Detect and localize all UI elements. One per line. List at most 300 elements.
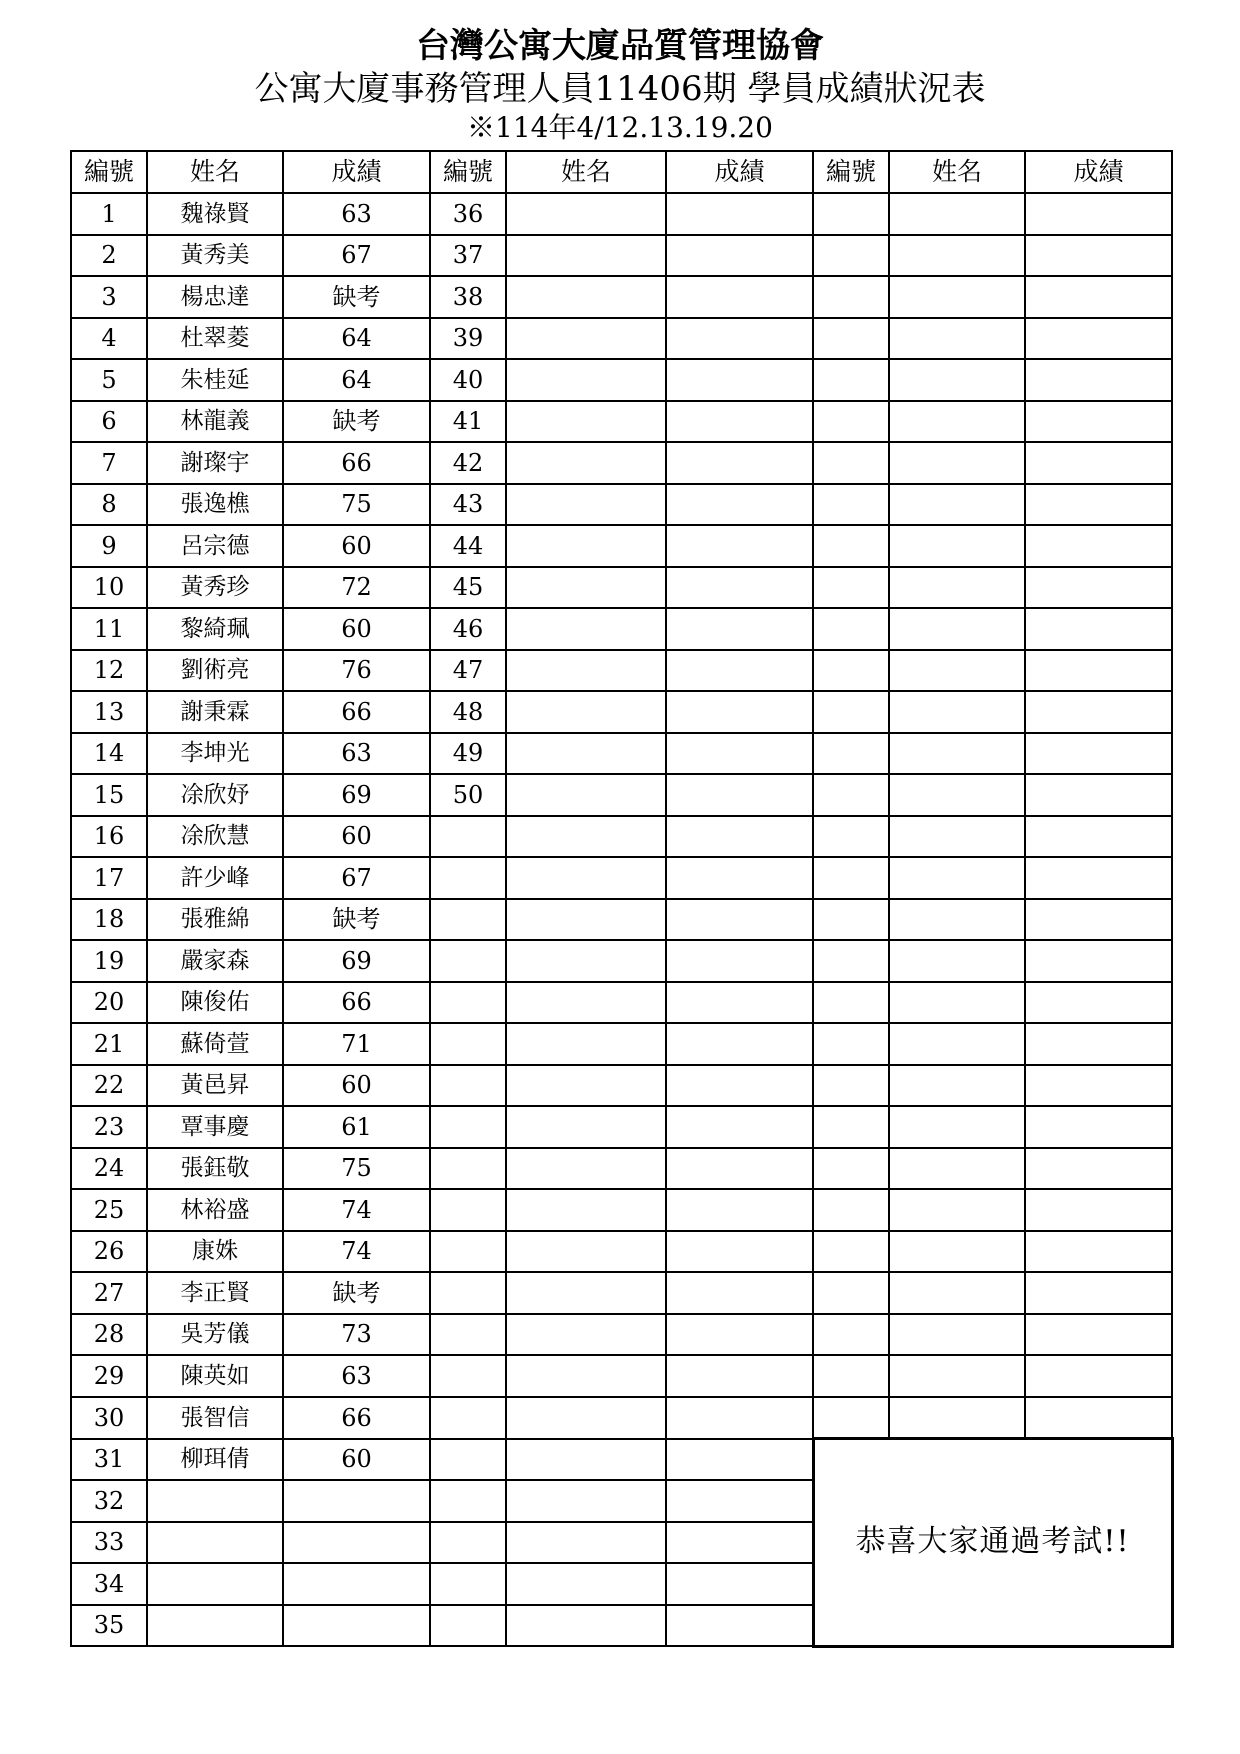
student-score: 66 xyxy=(283,982,430,1024)
student-number: 26 xyxy=(71,1231,147,1273)
exam-dates: ※114年4/12.13.19.20 xyxy=(467,111,773,144)
student-score: 67 xyxy=(283,857,430,899)
student-name: 黃秀珍 xyxy=(147,567,283,609)
table-row xyxy=(71,442,1172,484)
student-number: 32 xyxy=(71,1480,147,1522)
student-name xyxy=(889,1272,1025,1314)
student-name xyxy=(506,691,666,733)
student-name: 柳珥倩 xyxy=(147,1439,283,1481)
student-number xyxy=(430,857,506,899)
student-score: 66 xyxy=(283,1397,430,1439)
student-number xyxy=(813,1023,889,1065)
col-header-name: 姓名 xyxy=(147,151,283,193)
col-header-number: 編號 xyxy=(71,151,147,193)
student-name: 張雅綿 xyxy=(147,899,283,941)
student-score: 74 xyxy=(283,1231,430,1273)
student-number: 10 xyxy=(71,567,147,609)
table-row xyxy=(71,857,1172,899)
student-score xyxy=(1025,484,1172,526)
student-score xyxy=(666,567,813,609)
student-score: 60 xyxy=(283,816,430,858)
student-number xyxy=(813,1148,889,1190)
table-row xyxy=(71,276,1172,318)
table-row xyxy=(71,650,1172,692)
student-score xyxy=(1025,276,1172,318)
student-score xyxy=(666,899,813,941)
student-score: 缺考 xyxy=(283,401,430,443)
student-name: 張鈺敬 xyxy=(147,1148,283,1190)
student-name: 黃秀美 xyxy=(147,235,283,277)
student-name xyxy=(889,401,1025,443)
table-row xyxy=(71,1148,1172,1190)
student-name xyxy=(889,276,1025,318)
student-number xyxy=(813,899,889,941)
student-number xyxy=(813,816,889,858)
student-number xyxy=(430,1272,506,1314)
table-row xyxy=(71,774,1172,816)
table-row xyxy=(71,1439,1172,1481)
student-name xyxy=(506,1397,666,1439)
student-name xyxy=(506,608,666,650)
student-name: 張逸樵 xyxy=(147,484,283,526)
student-score xyxy=(666,816,813,858)
student-number xyxy=(430,1480,506,1522)
student-number xyxy=(813,484,889,526)
student-score: 60 xyxy=(283,608,430,650)
student-number: 25 xyxy=(71,1189,147,1231)
student-number xyxy=(430,1397,506,1439)
student-name xyxy=(889,774,1025,816)
student-number: 34 xyxy=(71,1563,147,1605)
student-name xyxy=(506,1563,666,1605)
student-number: 31 xyxy=(71,1439,147,1481)
student-number xyxy=(813,774,889,816)
student-number xyxy=(813,650,889,692)
student-score xyxy=(283,1605,430,1647)
student-score xyxy=(1025,193,1172,235)
student-score xyxy=(1025,359,1172,401)
table-row xyxy=(71,235,1172,277)
student-number: 7 xyxy=(71,442,147,484)
student-name: 凃欣妤 xyxy=(147,774,283,816)
student-score xyxy=(1025,1355,1172,1397)
student-score: 76 xyxy=(283,650,430,692)
student-name: 杜翠菱 xyxy=(147,318,283,360)
student-score: 69 xyxy=(283,940,430,982)
student-number: 28 xyxy=(71,1314,147,1356)
student-number: 9 xyxy=(71,525,147,567)
student-score xyxy=(666,1189,813,1231)
student-score xyxy=(666,359,813,401)
student-number xyxy=(813,691,889,733)
student-score xyxy=(1025,691,1172,733)
student-score xyxy=(666,318,813,360)
student-name xyxy=(889,1314,1025,1356)
student-name xyxy=(147,1605,283,1647)
student-score xyxy=(1025,899,1172,941)
student-number xyxy=(430,1023,506,1065)
student-score xyxy=(1025,816,1172,858)
student-score: 64 xyxy=(283,359,430,401)
student-number: 19 xyxy=(71,940,147,982)
student-score xyxy=(1025,442,1172,484)
student-score xyxy=(1025,1106,1172,1148)
student-name xyxy=(506,1439,666,1481)
table-row xyxy=(71,982,1172,1024)
student-score xyxy=(666,1148,813,1190)
table-row xyxy=(71,1397,1172,1439)
student-number: 29 xyxy=(71,1355,147,1397)
student-number xyxy=(813,193,889,235)
student-number: 41 xyxy=(430,401,506,443)
student-number xyxy=(430,1189,506,1231)
student-score xyxy=(666,276,813,318)
student-score xyxy=(666,650,813,692)
student-name xyxy=(889,899,1025,941)
student-name: 蘇倚萱 xyxy=(147,1023,283,1065)
student-number: 16 xyxy=(71,816,147,858)
student-score: 66 xyxy=(283,442,430,484)
student-name xyxy=(889,816,1025,858)
student-score xyxy=(1025,1397,1172,1439)
student-score xyxy=(666,1023,813,1065)
table-row xyxy=(71,1355,1172,1397)
student-name xyxy=(506,774,666,816)
student-name: 朱桂延 xyxy=(147,359,283,401)
student-number: 13 xyxy=(71,691,147,733)
student-name xyxy=(506,1314,666,1356)
score-table xyxy=(70,150,1174,1648)
student-name xyxy=(889,650,1025,692)
student-name: 林龍義 xyxy=(147,401,283,443)
student-number xyxy=(813,1231,889,1273)
student-name: 魏祿賢 xyxy=(147,193,283,235)
table-row xyxy=(71,1314,1172,1356)
student-name xyxy=(506,1189,666,1231)
student-name xyxy=(506,1605,666,1647)
table-row xyxy=(71,1065,1172,1107)
col-header-score: 成績 xyxy=(1025,151,1172,193)
table-row xyxy=(71,1106,1172,1148)
student-name xyxy=(506,525,666,567)
student-name: 李坤光 xyxy=(147,733,283,775)
student-name xyxy=(506,1231,666,1273)
student-score xyxy=(1025,1065,1172,1107)
student-name xyxy=(889,1023,1025,1065)
student-number: 4 xyxy=(71,318,147,360)
student-score xyxy=(666,1522,813,1564)
student-score xyxy=(666,1605,813,1647)
table-row xyxy=(71,1023,1172,1065)
student-score xyxy=(1025,1189,1172,1231)
student-number: 44 xyxy=(430,525,506,567)
student-score xyxy=(666,982,813,1024)
student-name: 吳芳儀 xyxy=(147,1314,283,1356)
student-number: 6 xyxy=(71,401,147,443)
student-number: 24 xyxy=(71,1148,147,1190)
student-name: 林裕盛 xyxy=(147,1189,283,1231)
student-name xyxy=(506,1355,666,1397)
student-name xyxy=(506,401,666,443)
student-score: 61 xyxy=(283,1106,430,1148)
student-name xyxy=(506,940,666,982)
student-number xyxy=(813,940,889,982)
student-number: 40 xyxy=(430,359,506,401)
student-score: 73 xyxy=(283,1314,430,1356)
student-score xyxy=(1025,733,1172,775)
student-number: 45 xyxy=(430,567,506,609)
student-score xyxy=(666,193,813,235)
student-name xyxy=(889,733,1025,775)
student-name xyxy=(889,1106,1025,1148)
student-number xyxy=(430,899,506,941)
student-number xyxy=(430,1106,506,1148)
student-score: 63 xyxy=(283,733,430,775)
student-number xyxy=(430,940,506,982)
student-score xyxy=(1025,567,1172,609)
student-score xyxy=(666,1272,813,1314)
student-name xyxy=(889,940,1025,982)
student-name xyxy=(147,1563,283,1605)
congratulations-message: 恭喜大家通過考試!! xyxy=(813,1439,1172,1647)
student-name xyxy=(506,442,666,484)
student-number: 2 xyxy=(71,235,147,277)
student-score: 69 xyxy=(283,774,430,816)
student-number xyxy=(430,1231,506,1273)
report-subtitle: 公寓大廈事務管理人員11406期 學員成績狀況表 xyxy=(254,69,986,109)
student-name: 陳俊佑 xyxy=(147,982,283,1024)
student-number: 35 xyxy=(71,1605,147,1647)
student-number: 38 xyxy=(430,276,506,318)
student-score xyxy=(1025,401,1172,443)
student-name xyxy=(889,235,1025,277)
table-row xyxy=(71,401,1172,443)
student-number: 1 xyxy=(71,193,147,235)
table-row xyxy=(71,567,1172,609)
student-name xyxy=(506,816,666,858)
student-score xyxy=(1025,1272,1172,1314)
col-header-name: 姓名 xyxy=(506,151,666,193)
student-name: 劉術亮 xyxy=(147,650,283,692)
student-score: 71 xyxy=(283,1023,430,1065)
col-header-name: 姓名 xyxy=(889,151,1025,193)
student-number xyxy=(813,733,889,775)
student-number: 21 xyxy=(71,1023,147,1065)
student-score xyxy=(666,940,813,982)
student-name: 楊忠達 xyxy=(147,276,283,318)
student-number: 47 xyxy=(430,650,506,692)
student-number: 8 xyxy=(71,484,147,526)
student-name: 康姝 xyxy=(147,1231,283,1273)
student-score xyxy=(666,484,813,526)
student-name xyxy=(506,1065,666,1107)
student-number: 12 xyxy=(71,650,147,692)
student-name xyxy=(889,1231,1025,1273)
student-number: 18 xyxy=(71,899,147,941)
header-row xyxy=(71,151,1172,193)
student-number xyxy=(430,982,506,1024)
student-number: 3 xyxy=(71,276,147,318)
student-number xyxy=(430,1148,506,1190)
student-number: 5 xyxy=(71,359,147,401)
student-score xyxy=(283,1563,430,1605)
student-number: 17 xyxy=(71,857,147,899)
student-score xyxy=(666,691,813,733)
student-number xyxy=(813,359,889,401)
student-name xyxy=(506,235,666,277)
student-name xyxy=(147,1522,283,1564)
student-name: 凃欣慧 xyxy=(147,816,283,858)
student-score: 缺考 xyxy=(283,276,430,318)
student-number: 14 xyxy=(71,733,147,775)
student-name xyxy=(889,691,1025,733)
student-number: 50 xyxy=(430,774,506,816)
table-row xyxy=(71,691,1172,733)
student-number: 15 xyxy=(71,774,147,816)
student-number: 36 xyxy=(430,193,506,235)
student-name xyxy=(506,193,666,235)
student-score xyxy=(1025,608,1172,650)
student-number: 22 xyxy=(71,1065,147,1107)
student-score xyxy=(666,1480,813,1522)
student-name xyxy=(506,982,666,1024)
student-name xyxy=(889,857,1025,899)
student-name xyxy=(506,1480,666,1522)
student-number xyxy=(430,1605,506,1647)
student-score: 67 xyxy=(283,235,430,277)
student-name: 黎綺珮 xyxy=(147,608,283,650)
student-number xyxy=(813,525,889,567)
student-number: 30 xyxy=(71,1397,147,1439)
student-number xyxy=(813,318,889,360)
student-score xyxy=(1025,1023,1172,1065)
student-score xyxy=(1025,1231,1172,1273)
student-score: 64 xyxy=(283,318,430,360)
student-name xyxy=(506,1106,666,1148)
student-score xyxy=(666,1439,813,1481)
student-name xyxy=(889,567,1025,609)
student-number: 20 xyxy=(71,982,147,1024)
student-score xyxy=(1025,940,1172,982)
table-row xyxy=(71,193,1172,235)
student-name xyxy=(147,1480,283,1522)
student-name: 李正賢 xyxy=(147,1272,283,1314)
student-score: 74 xyxy=(283,1189,430,1231)
student-name: 謝璨宇 xyxy=(147,442,283,484)
student-name xyxy=(889,1065,1025,1107)
col-header-score: 成績 xyxy=(666,151,813,193)
student-score xyxy=(666,1231,813,1273)
student-name: 許少峰 xyxy=(147,857,283,899)
student-score xyxy=(1025,1314,1172,1356)
student-number xyxy=(430,1314,506,1356)
student-name: 張智信 xyxy=(147,1397,283,1439)
student-number: 37 xyxy=(430,235,506,277)
table-row xyxy=(71,525,1172,567)
student-number: 27 xyxy=(71,1272,147,1314)
student-name xyxy=(889,442,1025,484)
student-number xyxy=(813,1314,889,1356)
student-score xyxy=(283,1480,430,1522)
student-number xyxy=(430,1439,506,1481)
col-header-score: 成績 xyxy=(283,151,430,193)
student-name: 謝秉霖 xyxy=(147,691,283,733)
student-number: 11 xyxy=(71,608,147,650)
student-number: 43 xyxy=(430,484,506,526)
student-score xyxy=(666,857,813,899)
student-name xyxy=(506,1023,666,1065)
student-score: 75 xyxy=(283,1148,430,1190)
table-row xyxy=(71,484,1172,526)
student-number xyxy=(813,1272,889,1314)
student-number xyxy=(813,857,889,899)
student-name xyxy=(506,1522,666,1564)
table-row xyxy=(71,1272,1172,1314)
table-row xyxy=(71,940,1172,982)
student-name xyxy=(889,608,1025,650)
student-score: 60 xyxy=(283,1439,430,1481)
student-name xyxy=(506,276,666,318)
student-name: 嚴家森 xyxy=(147,940,283,982)
student-name xyxy=(506,1148,666,1190)
student-name xyxy=(506,650,666,692)
table-row xyxy=(71,1231,1172,1273)
table-row xyxy=(71,1189,1172,1231)
student-name xyxy=(889,1189,1025,1231)
student-score xyxy=(666,1563,813,1605)
student-number: 48 xyxy=(430,691,506,733)
student-name xyxy=(506,1272,666,1314)
student-name: 覃事慶 xyxy=(147,1106,283,1148)
student-score xyxy=(1025,1148,1172,1190)
table-row xyxy=(71,359,1172,401)
col-header-number: 編號 xyxy=(813,151,889,193)
student-number xyxy=(430,1522,506,1564)
student-score xyxy=(1025,235,1172,277)
student-name: 陳英如 xyxy=(147,1355,283,1397)
student-score xyxy=(666,608,813,650)
student-name: 呂宗德 xyxy=(147,525,283,567)
student-number xyxy=(430,1563,506,1605)
student-number xyxy=(813,1106,889,1148)
table-row xyxy=(71,608,1172,650)
association-title: 台灣公寓大廈品質管理協會 xyxy=(416,26,824,66)
student-name xyxy=(889,1148,1025,1190)
table-row xyxy=(71,733,1172,775)
student-name xyxy=(506,899,666,941)
student-score xyxy=(666,1397,813,1439)
student-name xyxy=(889,318,1025,360)
student-score xyxy=(1025,774,1172,816)
student-score xyxy=(666,1106,813,1148)
student-number xyxy=(813,567,889,609)
student-number xyxy=(813,1065,889,1107)
student-score xyxy=(666,442,813,484)
student-score: 缺考 xyxy=(283,899,430,941)
student-number: 23 xyxy=(71,1106,147,1148)
student-number xyxy=(430,1355,506,1397)
student-name xyxy=(889,1397,1025,1439)
student-name xyxy=(889,359,1025,401)
student-score xyxy=(666,1314,813,1356)
table-row xyxy=(71,318,1172,360)
student-number xyxy=(813,982,889,1024)
student-score xyxy=(1025,650,1172,692)
student-name xyxy=(889,525,1025,567)
student-score xyxy=(666,235,813,277)
student-score: 63 xyxy=(283,193,430,235)
student-number xyxy=(813,1355,889,1397)
